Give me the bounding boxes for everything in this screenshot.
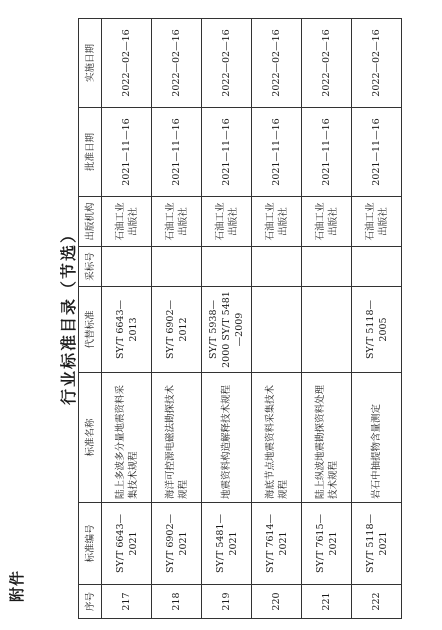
cell-publisher: 石油工业出版社 [202, 197, 252, 247]
cell-publisher: 石油工业出版社 [102, 197, 152, 247]
cell-adopted [202, 247, 252, 287]
cell-replaces [302, 287, 352, 373]
cell-approved: 2021—11—16 [302, 108, 352, 197]
table-row [202, 19, 252, 619]
cell-approved: 2021—11—16 [352, 108, 402, 197]
cell-effective: 2022—02—16 [152, 19, 202, 108]
cell-no: 219 [202, 585, 252, 619]
table-header-row [79, 19, 102, 619]
table-row [302, 19, 352, 619]
table-row [152, 19, 202, 619]
cell-publisher: 石油工业出版社 [152, 197, 202, 247]
col-header-name: 标准名称 [79, 373, 102, 503]
cell-code: SY/T 6643—2021 [102, 503, 152, 585]
cell-name: 陆上多波多分量地震资料采集技术规程 [102, 373, 152, 503]
cell-adopted [352, 247, 402, 287]
cell-no: 217 [102, 585, 152, 619]
cell-publisher: 石油工业出版社 [302, 197, 352, 247]
table-row [252, 19, 302, 619]
cell-adopted [302, 247, 352, 287]
cell-replaces: SY/T 6902—2012 [152, 287, 202, 373]
cell-approved: 2021—11—16 [202, 108, 252, 197]
cell-effective: 2022—02—16 [202, 19, 252, 108]
table-row [102, 19, 152, 619]
cell-approved: 2021—11—16 [252, 108, 302, 197]
cell-effective: 2022—02—16 [252, 19, 302, 108]
cell-replaces: SY/T 5118—2005 [352, 287, 402, 373]
cell-replaces: SY/T 5938—2000 SY/T 5481—2009 [202, 287, 252, 373]
cell-effective: 2022—02—16 [352, 19, 402, 108]
cell-adopted [102, 247, 152, 287]
page-title: 行业标准目录（节选） [59, 225, 78, 406]
cell-publisher: 石油工业出版社 [252, 197, 302, 247]
cell-name: 海洋可控源电磁法勘探技术规程 [152, 373, 202, 503]
cell-adopted [152, 247, 202, 287]
table-row [352, 19, 402, 619]
cell-code: SY/T 5118—2021 [352, 503, 402, 585]
cell-name: 地震资料构造解释技术规程 [202, 373, 252, 503]
cell-code: SY/T 7615—2021 [302, 503, 352, 585]
cell-no: 222 [352, 585, 402, 619]
cell-publisher: 石油工业出版社 [352, 197, 402, 247]
cell-no: 221 [302, 585, 352, 619]
cell-replaces: SY/T 6643—2013 [102, 287, 152, 373]
col-header-no: 序号 [79, 585, 102, 619]
col-header-code: 标准编号 [79, 503, 102, 585]
cell-no: 218 [152, 585, 202, 619]
col-header-adopted: 采标号 [79, 247, 102, 287]
col-header-approved: 批准日期 [79, 108, 102, 197]
cell-effective: 2022—02—16 [102, 19, 152, 108]
cell-name: 陆上纵波地震勘探资料处理技术规程 [302, 373, 352, 503]
cell-code: SY/T 5481—2021 [202, 503, 252, 585]
attachment-label: 附件 [8, 569, 26, 602]
cell-code: SY/T 6902—2021 [152, 503, 202, 585]
cell-name: 岩石中抽提物含量测定 [352, 373, 402, 503]
col-header-publisher: 出版机构 [79, 197, 102, 247]
cell-approved: 2021—11—16 [152, 108, 202, 197]
cell-code: SY/T 7614—2021 [252, 503, 302, 585]
col-header-replaces: 代替标准 [79, 287, 102, 373]
cell-name: 海底节点地震资料采集技术规程 [252, 373, 302, 503]
standards-table [78, 18, 402, 619]
cell-effective: 2022—02—16 [302, 19, 352, 108]
cell-adopted [252, 247, 302, 287]
cell-no: 220 [252, 585, 302, 619]
cell-approved: 2021—11—16 [102, 108, 152, 197]
cell-replaces [252, 287, 302, 373]
col-header-effective: 实施日期 [79, 19, 102, 108]
